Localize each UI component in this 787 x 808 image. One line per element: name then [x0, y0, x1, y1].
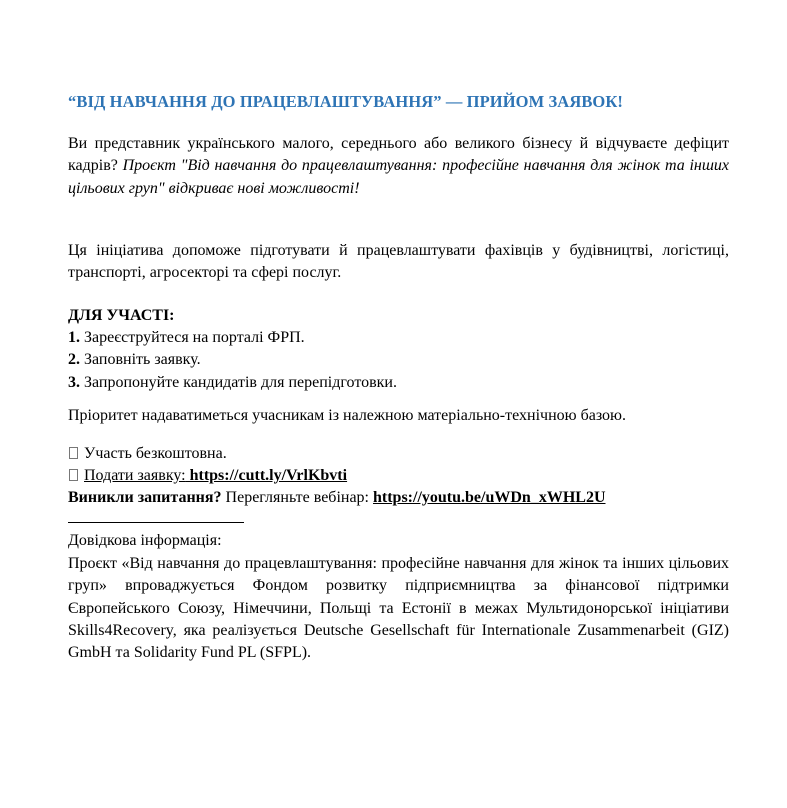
initiative-paragraph: Ця ініціатива допоможе підготувати й працевлаштувати фахівців у будівництві, логістиці, транспорті, агросекторі та сфері послуг. [68, 242, 729, 282]
step-text: Зареєструйтеся на порталі ФРП. [80, 329, 305, 346]
bullet-apply [68, 465, 347, 487]
step-number: 1. [68, 329, 80, 346]
bullet-free [68, 443, 227, 465]
questions-label: Виникли запитання? [68, 489, 222, 506]
participation-heading: ДЛЯ УЧАСТІ: [68, 307, 175, 324]
reference-paragraph: Проєкт «Від навчання до працевлаштування: професійне навчання для жінок та інших цільових груп» впроваджується Фондом розвитку підприємництва за фінансової підтримки Європейського Союзу, Німеччини, Польщі та Естонії в межах Мультидонорської ініціативи Skills4Recovery, яка реалізується Deutsche Gesellschaft für Internationale Zusammenarbeit (GIZ) GmbH та Solidarity Fund PL (SFPL). [68, 555, 729, 662]
intro-text: Ви представник українського малого, середнього або великого бізнесу й відчуваєте дефіцит кадрів? [68, 135, 729, 175]
bullet-free-text: Участь безкоштовна. [84, 445, 227, 462]
step-text: Заповніть заявку. [80, 351, 201, 369]
webinar-link[interactable]: https://youtu.be/uWDn_xWHL2U [373, 489, 606, 506]
participation-steps [68, 327, 397, 394]
apply-link[interactable]: https://cutt.ly/VrlKbvti [185, 467, 348, 484]
step-text: Запропонуйте кандидатів для перепідготовки. [80, 373, 397, 391]
page-title: “ВІД НАВЧАННЯ ДО ПРАЦЕВЛАШТУВАННЯ” — ПРИЙОМ ЗАЯВОК! [68, 92, 624, 111]
missing-glyph-icon [69, 469, 78, 481]
separator-line [68, 522, 244, 523]
step-number: 2. [68, 351, 80, 369]
missing-glyph-icon [69, 447, 78, 459]
questions-line [68, 487, 606, 509]
intro-italic-text: Проєкт "Від навчання до працевлаштування: професійне навчання для жінок та інших цільових груп" відкриває нові можливості! [68, 157, 730, 197]
step-number: 3. [68, 373, 80, 391]
intro-paragraph [68, 133, 729, 200]
step-item [68, 349, 397, 371]
priority-paragraph: Пріоритет надаватиметься учасникам із належною матеріально-технічною базою. [68, 407, 627, 424]
apply-label: Подати заявку: [84, 467, 186, 484]
step-item [68, 372, 397, 394]
step-item [68, 327, 397, 349]
reference-heading: Довідкова інформація: [68, 532, 222, 549]
questions-text: Перегляньте вебінар: [221, 489, 373, 506]
